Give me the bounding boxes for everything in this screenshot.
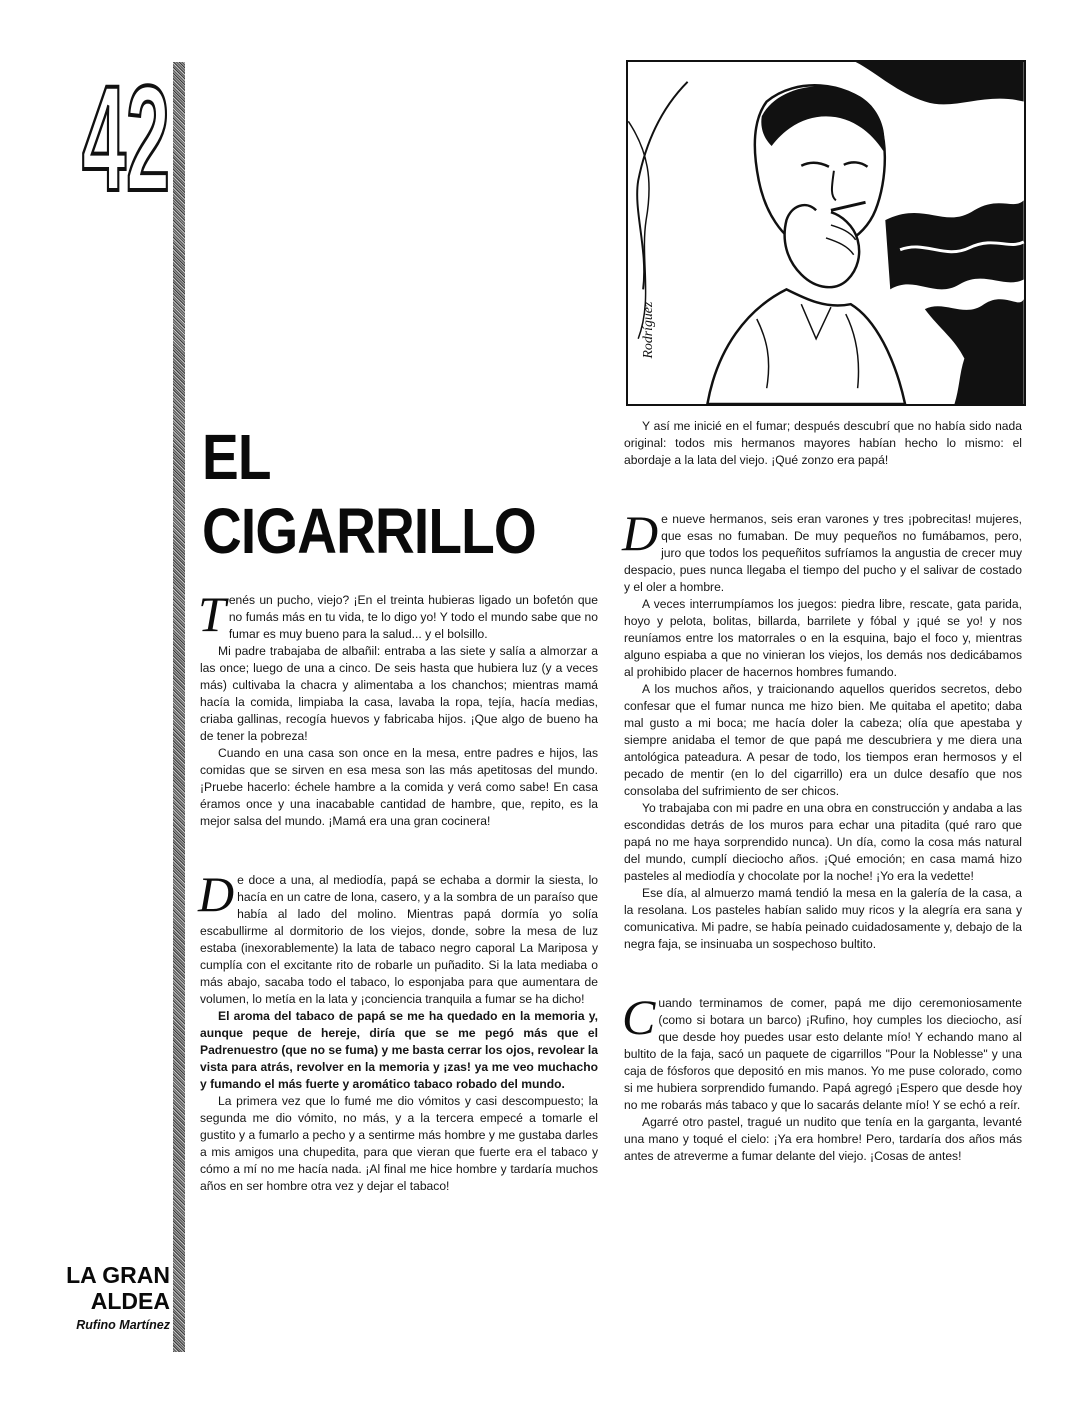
- paragraph: Tenés un pucho, viejo? ¡En el treinta hubieras ligado un bofetón que no fumás más en tu vida, te lo digo yo! Y todo el mundo sabe que no fumar es muy bueno para la salud... y el bolsillo.: [198, 586, 598, 642]
- vertical-rule: [173, 62, 185, 1352]
- drop-cap: D: [622, 505, 659, 561]
- drop-cap: T: [198, 586, 226, 642]
- paragraph: Agarré otro pastel, tragué un nudito que tenía en la garganta, levanté una mano y toqué el cielo: ¡Ya era hombre! Pero, tardaría dos años más antes de atreverme a fumar delante del viejo. ¡Cosas de antes!: [624, 1115, 1022, 1163]
- paragraph: Cuando terminamos de comer, papá me dijo ceremoniosamente (como si botara un barco) ¡Rufino, hoy cumples los dieciocho, así que desde hoy puedes usar esto delante mío! Y echando mano al bultito de la faja, sacó un paquete de cigarrillos "Pour la Noblesse" y una caja de fósforos que depositó en mis manos. Yo me puse colorado, como si me hubiera sorprendido fumando. Papá agregó ¡Espero que desde hoy no me robarás más tabaco y que lo sacarás delante mío! Y se echó a reír.: [622, 989, 1022, 1112]
- paragraph: Yo trabajaba con mi padre en una obra en construcción y andaba a las escondidas detrás de los muros para echar una pitadita (qué raro que papá no me haya sorprendido nunca). Un día, como la cosa más natural del mundo, cumplí dieciocho años. ¡Qué emoción; en casa mamá hizo pasteles al mediodía y chocolate por la noche! ¡Yo era la vedette!: [624, 801, 1022, 883]
- right-column: [624, 418, 1022, 1165]
- section-brand: [30, 1262, 170, 1314]
- paragraph: A veces interrumpíamos los juegos: piedra libre, rescate, gata parida, hoyo y pelota, bolitas, billarda, barrilete y fóbal y ¡qué se yo! y nos reuníamos entre los matorrales o en la esquina, bajo el foco y, mientras alguno espiaba a que no vinieran los viejos, los demás nos dedicábamos al prohibido placer de hacernos hombres fumando.: [624, 597, 1022, 679]
- left-column: [198, 586, 598, 1195]
- svg-text:42: 42: [82, 54, 170, 222]
- svg-text:Rodríguez: Rodríguez: [640, 301, 656, 359]
- paragraph: De doce a una, al mediodía, papá se echaba a dormir la siesta, lo hacía en un catre de lona, casero, y a la sombra de un paraíso que había al lado del molino. Mientras papá dormía yo solía escabullirme al dormitorio de los viejos, donde, sobre la mesa de luz estaba (inexorablemente) la lata de tabaco negro caporal La Mariposa y cumplía con el excitante rito de robarle un puñadito. Si la lata mediaba o más abajo, sacaba todo el tabaco, lo esponjaba para que aumentara de volumen, lo metía en la lata y ¡conciencia tranquila a fumar se ha dicho!: [198, 866, 598, 1006]
- paragraph: De nueve hermanos, seis eran varones y tres ¡pobrecitas! mujeres, que esas no fumaban. De muy pequeños no fumábamos, pero, juro que todos los pequeñitos sufríamos la angustia de crecer muy despacio, pues nunca llegaba el tiempo del pucho y el salivar de costado y el oler a hombre.: [622, 505, 1022, 594]
- paragraph: A los muchos años, y traicionando aquellos queridos secretos, debo confesar que el fumar nunca me hizo bien. Me quitaba el apetito; daba mal gusto a mi boca; me hacía doler la cabeza; olía que apestaba y siempre anidaba el temor de que papá me descubriera y me diera una antológica pateadura. A pesar de todo, los tiempos eran hermosos y el pecado de mentir (en lo del cigarrillo) era un dulce desafío que nos consolaba del sufrimiento de ser chicos.: [624, 682, 1022, 798]
- brand-line-2: ALDEA: [90, 1288, 170, 1314]
- paragraph: Ese día, al almuerzo mamá tendió la mesa en la galería de la casa, a la resolana. Los pasteles habían salido muy ricos y la alegría era sana y comunicativa. Mi padre, se había peinado cuidadosamente y, debajo de la negra faja, se insinuaba un sospechoso bultito.: [624, 886, 1022, 951]
- page-number-graphic: [80, 54, 172, 222]
- paragraph: Mi padre trabajaba de albañil: entraba a las siete y salía a almorzar a las once; luego de una a cinco. De seis hasta que hubiera luz (y a veces más) cultivaba la chacra y alimentaba a los chanchos; mientras mamá hacía la comida, limpiaba la casa, lavaba la ropa, tejía, hacía medias, criaba gallinas, recogía huevos y fabricaba hijos. ¡Que algo de bueno ha de tener la pobreza!: [200, 644, 598, 743]
- paragraph: Y así me inicié en el fumar; después descubrí que no había sido nada original: todos mis hermanos mayores habían hecho lo mismo: el abordaje a la lata del viejo. ¡Qué zonzo era papá!: [624, 419, 1022, 467]
- paragraph: Cuando en una casa son once en la mesa, entre padres e hijos, las comidas que se sirven en esa mesa son las más apetitosas del mundo. ¡Pruebe hacerlo: échele hambre a la comida y verá como sabe! En casa éramos once y una inacabable cantidad de hambre, que, repito, es la mejor salsa del mundo. ¡Mamá era una gran cocinera!: [200, 746, 598, 828]
- section-gap: [624, 469, 1022, 511]
- title-line-1: EL: [202, 421, 271, 493]
- title-line-2: CIGARRILLO: [202, 495, 536, 567]
- article-title: [202, 420, 546, 568]
- page-number: [80, 54, 172, 222]
- brand-line-1: LA GRAN: [66, 1262, 170, 1288]
- author-name: Rufino Martínez: [76, 1318, 170, 1332]
- paragraph: La primera vez que lo fumé me dio vómitos y casi descompuesto; la segunda me dio vómito, no más, y a la tercera empecé a tomarle el gustito y a fumarlo a pecho y a sentirme más hombre y me gustaba darles a mis amigos una chupedita, para que vieran que fuerte era el tabaco y cómo a mí no me hacía nada. ¡Al final me hice hombre y tardaría muchos años en ser hombre otra vez y dejar el tabaco!: [200, 1094, 598, 1193]
- drop-cap: D: [198, 866, 235, 922]
- section-gap: [624, 953, 1022, 995]
- man-smoking-icon: [628, 62, 1024, 404]
- section-gap: [200, 830, 598, 872]
- paragraph: El aroma del tabaco de papá se me ha quedado en la memoria y, aunque peque de hereje, diría que se me pegó más que el Padrenuestro (que no se fuma) y me basta cerrar los ojos, revolear la vista para atrás, revolver en la memoria y ¡zas! ya me veo muchacho y fumando el más fuerte y aromático tabaco robado del mundo.: [200, 1009, 598, 1091]
- illustration-man-smoking: [626, 60, 1026, 406]
- drop-cap: C: [622, 989, 656, 1045]
